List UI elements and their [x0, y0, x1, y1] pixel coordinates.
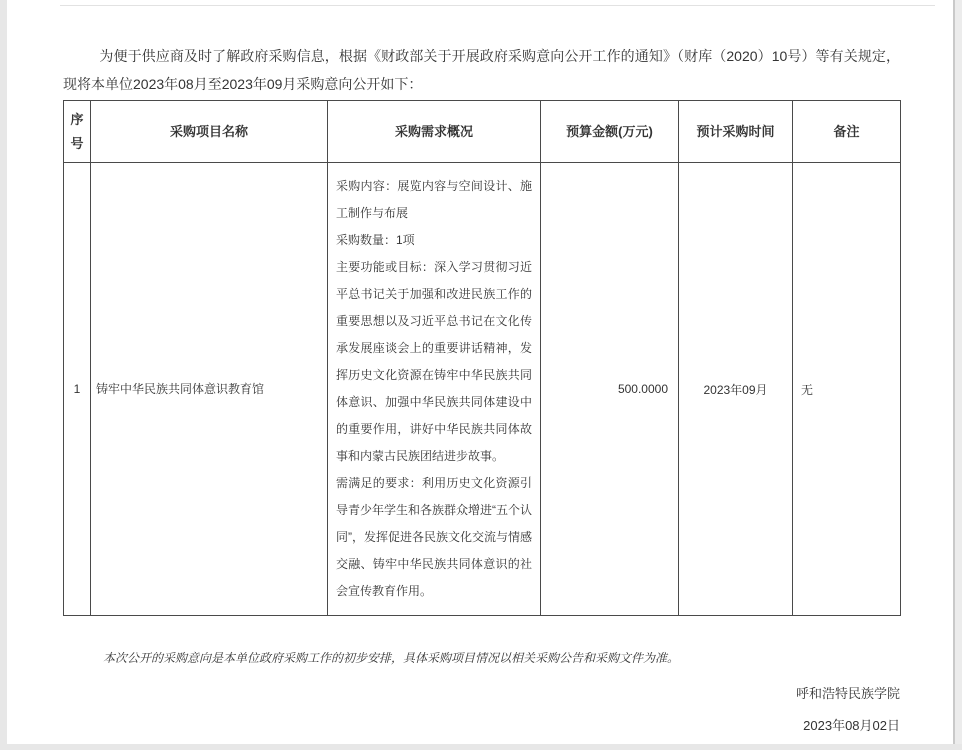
requirements-cell	[328, 163, 541, 616]
org-signature: 呼和浩特民族学院	[795, 686, 900, 701]
col-header-budget: 预算金额(万元)	[541, 101, 679, 163]
left-page-gutter	[0, 0, 7, 750]
col-header-remark: 备注	[793, 101, 901, 163]
requirement-to-satisfy: 需满足的要求：利用历史文化资源引导青少年学生和各族群众增进“五个认同”，发挥促进各民族文化交流与情感交融、铸牢中华民族共同体意识的社会宣传教育作用。	[336, 476, 532, 598]
col-header-expected-time: 预计采购时间	[679, 101, 793, 163]
publish-date: 2023年08月02日	[803, 718, 900, 733]
table-header-row	[64, 101, 901, 163]
requirement-quantity: 采购数量：1项	[336, 233, 415, 247]
serial-cell: 1	[64, 163, 91, 616]
project-name-cell: 铸牢中华民族共同体意识教育馆	[91, 163, 328, 616]
closing-note: 本次公开的采购意向是本单位政府采购工作的初步安排，具体采购项目情况以相关采购公告和采购文件为准。	[103, 651, 680, 665]
col-header-project-name: 采购项目名称	[91, 101, 328, 163]
requirement-function-goal: 主要功能或目标：深入学习贯彻习近平总书记关于加强和改进民族工作的重要思想以及习近平总书记在文化传承发展座谈会上的重要讲话精神，发挥历史文化资源在铸牢中华民族共同体意识、加强中华民族共同体建设中的重要作用，讲好中华民族共同体故事和内蒙古民族团结进步故事。	[336, 260, 532, 463]
table-row	[64, 163, 901, 616]
expected-time-cell: 2023年09月	[679, 163, 793, 616]
requirement-content: 采购内容：展览内容与空间设计、施工制作与布展	[336, 179, 532, 220]
vertical-scrollbar[interactable]	[953, 0, 962, 750]
col-header-serial: 序号	[64, 101, 91, 163]
bottom-page-gutter	[0, 744, 962, 750]
procurement-intention-table	[63, 100, 901, 616]
signature-block	[63, 684, 900, 736]
intro-paragraph: 为便于供应商及时了解政府采购信息，根据《财政部关于开展政府采购意向公开工作的通知》（财库（2020）10号）等有关规定，现将本单位2023年08月至2023年09月采购意向公开如下：	[63, 48, 900, 92]
announcement-body	[63, 6, 900, 736]
col-header-requirement-overview: 采购需求概况	[328, 101, 541, 163]
remark-cell: 无	[793, 163, 901, 616]
budget-cell: 500.0000	[541, 163, 679, 616]
